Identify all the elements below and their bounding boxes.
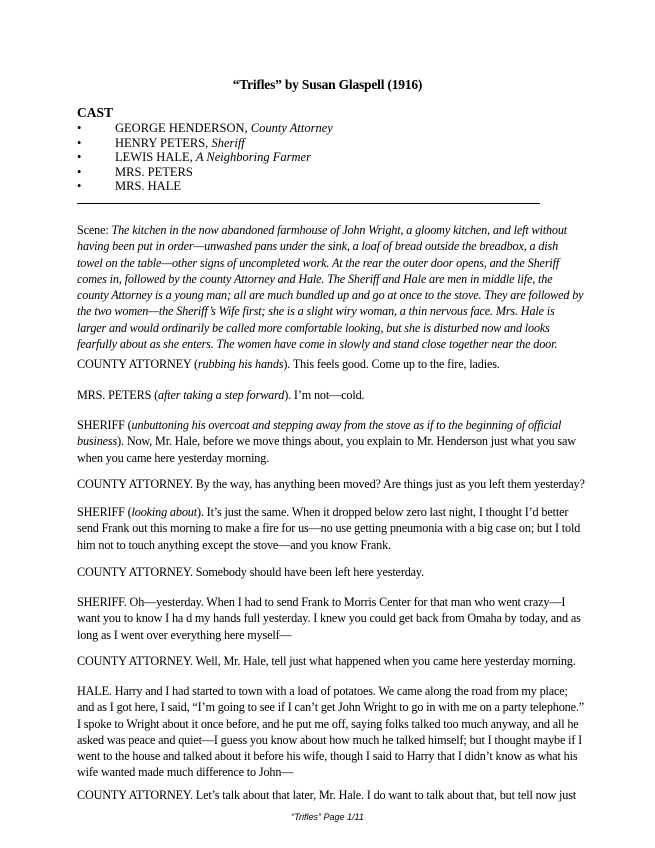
dialogue-line [77, 387, 629, 403]
speech: . By the way, has anything been moved? Are things just as you left them yesterday? [189, 477, 585, 491]
paren: ). [283, 357, 293, 371]
cast-heading: CAST [77, 105, 114, 120]
speaker-name: COUNTY ATTORNEY [77, 565, 190, 579]
stage-direction: after taking a step forward [158, 388, 285, 402]
paren: ( [124, 505, 132, 519]
page-footer: “Trifles” Page 1/11 [291, 812, 364, 822]
cast-member-name: LEWIS HALE, [115, 150, 196, 164]
scene-line: The kitchen in the now abandoned farmhouse of John Wright, a gloomy kitchen, and left without [111, 223, 568, 237]
speech: I’m not—cold. [293, 388, 365, 402]
speaker-name: HALE [77, 684, 109, 698]
speech: wife wanted made much difference to John— [77, 765, 294, 780]
speaker-name: SHERIFF [77, 595, 124, 609]
bullet: • [77, 121, 82, 135]
scene-description [77, 222, 629, 352]
paren: ). [284, 388, 294, 402]
speaker-name: COUNTY ATTORNEY [77, 477, 190, 491]
cast-member-name: HENRY PETERS, [115, 135, 212, 150]
dialogue-line [77, 356, 629, 372]
speaker-name: SHERIFF [77, 505, 125, 519]
paren: ). [196, 505, 207, 519]
scene-line: fearfully about as she enters. The women have come in slowly and stand close together near the door. [77, 337, 558, 352]
scene-label: Scene: [77, 223, 112, 237]
scene-line: larger and would ordinarily be called more comfortable looking, but she is disturbed now and looks [77, 320, 550, 335]
speech: him not to touch anything except the stove—and you know Frank. [77, 537, 391, 552]
cast-member-name: MRS. PETERS [115, 164, 193, 179]
speech: . Somebody should have been left here yesterday. [189, 565, 424, 579]
cast-member-role: County Attorney [250, 121, 333, 135]
dialogue-line [77, 787, 629, 803]
speech: It’s just the same. When it dropped below zero last night, I thought I’d better [206, 505, 569, 519]
speech: long as I went over everything here myself— [77, 627, 292, 642]
dialogue-line [77, 504, 629, 553]
speaker-name: COUNTY ATTORNEY [77, 357, 192, 371]
scene-line: county Attorney is a young man; all are much bundled up and go at once to the stove. They are followed by [77, 288, 584, 303]
bullet: • [77, 150, 82, 164]
speech: I spoke to Wright about it once before, and he put me off, saying folks talked too much anyway, and all he [77, 716, 579, 731]
bullet: • [77, 164, 82, 179]
speaker-name: COUNTY ATTORNEY [77, 788, 190, 802]
dialogue-line [77, 653, 629, 669]
speaker-name: MRS. PETERS [77, 388, 152, 402]
speech: asked was peace and quiet—I guess you know about how much he talked himself; but I thought maybe if I [77, 732, 583, 747]
dialogue-line [77, 476, 629, 492]
paren: ). [117, 434, 127, 449]
speech: . Let’s talk about that later, Mr. Hale. I do want to talk about that, but tell now just [189, 788, 577, 802]
speech: want you to know I ha d my hands full yesterday. I knew you could get back from Omaha by today, and as [77, 611, 581, 626]
scene-line: having been put in order—unwashed pans under the sink, a loaf of bread outside the breadbox, a dish [77, 239, 559, 254]
speech: and as I got here, I said, “I’m going to see if I can’t get John Wright to go in with me on a party telephone.” [77, 700, 585, 715]
dialogue-line [77, 594, 629, 643]
bullet: • [77, 179, 82, 193]
stage-direction: unbuttoning his overcoat and stepping away from the stove as if to the beginning of official [131, 418, 562, 432]
paren: ( [151, 388, 159, 402]
cast-member-name: MRS. HALE [115, 179, 181, 193]
cast-member-role: Sheriff [211, 135, 245, 150]
speech: This feels good. Come up to the fire, ladies. [292, 357, 500, 371]
stage-direction: business [77, 434, 118, 449]
play-title: “Trifles” by Susan Glaspell (1916) [232, 77, 423, 92]
cast-member-name: GEORGE HENDERSON, [115, 121, 251, 135]
speaker-name: COUNTY ATTORNEY [77, 654, 190, 668]
paren: ( [191, 357, 198, 371]
speech: . Harry and I had started to town with a load of potatoes. We came along the road from my place; [108, 684, 568, 698]
dialogue-line [77, 417, 629, 466]
speech: . Oh—yesterday. When I had to send Frank to Morris Center for that man who went crazy—I [123, 595, 566, 609]
speech: Now, Mr. Hale, before we move things about, you explain to Mr. Henderson just what you saw [126, 434, 576, 449]
speech: . Well, Mr. Hale, tell just what happened when you came here yesterday morning. [189, 654, 576, 668]
dialogue-line [77, 564, 629, 580]
speech: went to the house and talked about it before his wife, though I said to Harry that I didn’t know as what his [77, 749, 578, 764]
scene-line: the two women—the Sheriff’s Wife first; she is a slight wiry woman, a thin nervous face. Mrs. Hale is [77, 304, 555, 319]
speaker-name: SHERIFF [77, 418, 125, 432]
stage-direction: looking about [131, 505, 197, 519]
dialogue-line [77, 683, 629, 781]
bullet: • [77, 135, 82, 150]
speech: send Frank out this morning to make a fire for us—no use getting pneumonia with a big case on; but I told [77, 521, 581, 536]
divider [77, 203, 540, 204]
stage-direction: rubbing his hands [197, 357, 284, 371]
scene-line: comes in, followed by the county Attorney and Hale. The Sheriff and Hale are men in middle life, the [77, 271, 553, 286]
paren: ( [124, 418, 132, 432]
cast-member-role: A Neighboring Farmer [195, 150, 311, 164]
speech: when you came here yesterday morning. [77, 450, 270, 465]
scene-line: towel on the table—other signs of uncompleted work. At the rear the outer door opens, and the Sheriff [77, 255, 560, 270]
